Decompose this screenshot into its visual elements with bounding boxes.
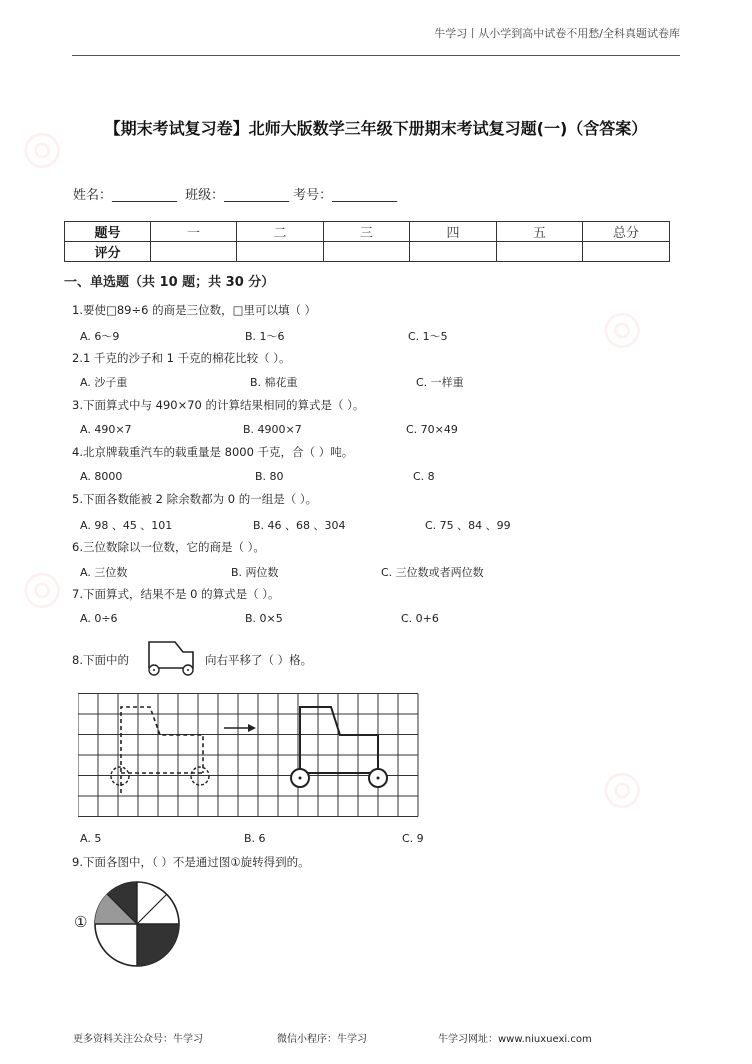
- header-divider: [72, 55, 680, 56]
- option[interactable]: C. 0+6: [401, 612, 439, 625]
- question-stem: 8.下面中的: [72, 653, 129, 667]
- option[interactable]: A. 0÷6: [80, 612, 118, 625]
- score-input-cell[interactable]: [410, 242, 497, 262]
- score-table-cell: 二: [237, 222, 324, 242]
- option[interactable]: A. 98 、45 、101: [80, 519, 173, 532]
- option[interactable]: B. 80: [255, 470, 284, 483]
- score-table-cell: 评分: [65, 242, 151, 262]
- section-title: 一、单选题（共 10 题；共 30 分）: [64, 275, 275, 290]
- question-stem-continued: 向右平移了（ ）格。: [205, 653, 313, 667]
- option[interactable]: C. 75 、84 、99: [425, 519, 511, 532]
- option[interactable]: B. 4900×7: [243, 423, 302, 436]
- score-input-cell[interactable]: [324, 242, 410, 262]
- name-field: 姓名：__________: [73, 188, 178, 203]
- footer-mini-program: 微信小程序：牛学习: [277, 1034, 367, 1045]
- class-field: 班级：__________: [185, 188, 290, 203]
- option[interactable]: C. 70×49: [406, 423, 458, 436]
- option[interactable]: C. 一样重: [416, 376, 464, 389]
- rotation-circle-figure: [93, 880, 181, 968]
- watermark: ◎: [589, 753, 651, 821]
- score-table-header-row: [65, 222, 670, 242]
- option[interactable]: A. 沙子重: [80, 376, 128, 389]
- question-stem: 1.要使□89÷6 的商是三位数，□里可以填（ ）: [72, 303, 317, 317]
- option[interactable]: A. 490×7: [80, 423, 132, 436]
- option[interactable]: A. 6～9: [80, 330, 120, 343]
- score-input-cell[interactable]: [237, 242, 324, 262]
- option[interactable]: B. 棉花重: [250, 376, 298, 389]
- option[interactable]: B. 0×5: [245, 612, 283, 625]
- question-stem: 3.下面算式中与 490×70 的计算结果相同的算式是（ ）。: [72, 398, 365, 412]
- page-title: 【期末考试复习卷】北师大版数学三年级下册期末考试复习题(一)（含答案）: [104, 119, 648, 138]
- score-table-cell: 题号: [65, 222, 151, 242]
- option[interactable]: B. 6: [244, 832, 266, 845]
- option[interactable]: C. 1～5: [408, 330, 448, 343]
- score-table-cell: 四: [410, 222, 497, 242]
- footer-wechat-account: 更多资料关注公众号：牛学习: [73, 1034, 203, 1045]
- question-stem: 6.三位数除以一位数，它的商是（ ）。: [72, 540, 265, 554]
- watermark: ◎: [589, 293, 651, 361]
- header-text: 牛学习丨从小学到高中试卷不用愁/全科真题试卷库: [434, 27, 680, 40]
- option[interactable]: B. 两位数: [231, 566, 279, 579]
- footer-website-link[interactable]: 牛学习网址：www.niuxuexi.com: [438, 1034, 592, 1045]
- student-info: [73, 184, 401, 203]
- truck-icon: [145, 636, 197, 678]
- option[interactable]: A. 三位数: [80, 566, 128, 579]
- exam-number-field: 考号：__________: [293, 188, 398, 203]
- score-table-cell: 总分: [583, 222, 670, 242]
- option[interactable]: A. 5: [80, 832, 102, 845]
- score-table-cell: 三: [324, 222, 410, 242]
- score-input-cell[interactable]: [583, 242, 670, 262]
- score-table-cell: 一: [151, 222, 237, 242]
- option[interactable]: A. 8000: [80, 470, 123, 483]
- question-stem: 5.下面各数能被 2 除余数都为 0 的一组是（ ）。: [72, 492, 318, 506]
- translation-grid-figure: [78, 693, 419, 817]
- option[interactable]: C. 8: [413, 470, 435, 483]
- score-table-score-row: [65, 242, 670, 262]
- score-table-cell: 五: [497, 222, 583, 242]
- option[interactable]: B. 46 、68 、304: [253, 519, 346, 532]
- watermark: ◎: [9, 113, 71, 181]
- watermark: ◎: [9, 553, 71, 621]
- score-input-cell[interactable]: [151, 242, 237, 262]
- question-stem: 7.下面算式，结果不是 0 的算式是（ ）。: [72, 587, 280, 601]
- question-stem: 4.北京牌载重汽车的载重量是 8000 千克，合（ ）吨。: [72, 445, 354, 459]
- score-table: [64, 221, 670, 262]
- question-stem: 2.1 千克的沙子和 1 千克的棉花比较（ ）。: [72, 351, 291, 365]
- option[interactable]: C. 三位数或者两位数: [381, 566, 484, 579]
- figure-label: ①: [74, 913, 88, 931]
- score-input-cell[interactable]: [497, 242, 583, 262]
- option[interactable]: C. 9: [402, 832, 424, 845]
- option[interactable]: B. 1～6: [245, 330, 285, 343]
- question-stem: 9.下面各图中，（ ）不是通过图①旋转得到的。: [72, 855, 310, 869]
